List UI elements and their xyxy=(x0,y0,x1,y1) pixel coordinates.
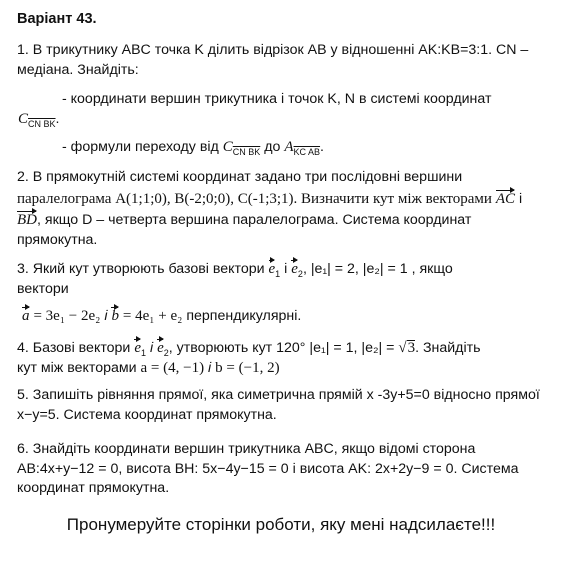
task-4-line-3: . Знайдіть xyxy=(415,340,481,356)
task-4-line-1: 4. Базові вектори xyxy=(17,340,131,356)
task-2-conj: і xyxy=(518,190,523,207)
task-2-line-1: 2. В прямокутній системі координат задано три послідовні вершини xyxy=(17,169,463,185)
task-4-line-4: кут між векторами xyxy=(17,359,137,376)
vector-a-coords: a = (4, −1) xyxy=(140,359,205,376)
vector-a: a xyxy=(22,305,30,323)
basis-e2-t4-sub: 2 xyxy=(163,347,169,358)
basis-e1: e xyxy=(269,258,276,276)
system-c-symbol: C xyxy=(18,110,29,127)
from-system-subscript: CN BK xyxy=(232,146,261,157)
vector-bd: BD xyxy=(17,209,37,227)
basis-e2: e xyxy=(291,258,298,276)
task-3-line-2: вектори xyxy=(17,280,69,297)
vector-b-coords: b = (−1, 2) xyxy=(215,359,280,376)
task-3 xyxy=(17,258,550,299)
bullet-2-text: - формули переходу від xyxy=(62,139,219,155)
task-6: 6. Знайдіть координати вершин трикутника ABC, якщо відомі сторона AB:4x+y−12 = 0, висота BH: 5x−4y−15 = 0 і висота AK: 2x+2y−9 = 0. Система координат прямокутна. xyxy=(17,441,519,496)
bullet-2-mid: до xyxy=(264,139,281,155)
variant-title: Варіант 43. xyxy=(17,11,97,27)
task-4-line-2: , утворюють кут 120° |e₁| = 1, |e₂| = xyxy=(168,340,395,356)
basis-e2-sub: 2 xyxy=(297,268,303,279)
task-4-conj-2: і xyxy=(208,359,212,376)
vector-ac: AC xyxy=(496,188,515,206)
task-3-line-3: перпендикулярні. xyxy=(186,308,302,324)
basis-e1-t4-sub: 1 xyxy=(141,347,147,358)
from-system-symbol: C xyxy=(222,139,233,155)
task-1-bullet-2: - формули переходу від $C_{CN BK}$ до $A_{KC AB}$. xyxy=(62,139,324,157)
task-3-vectors xyxy=(22,305,550,327)
task-1-bullet-1: - координати вершин трикутника і точок K, N в системі координат $C_{CN BK}$. xyxy=(18,91,492,129)
system-c-subscript: CN BK xyxy=(28,118,56,129)
task-2-line-2: паралелограма A(1;1;0), B(-2;0;0), C(-1;3;1). Визначити кут між векторами xyxy=(17,190,492,207)
to-system-subscript: KC AB xyxy=(293,146,321,157)
sqrt-argument: 3 xyxy=(407,340,416,356)
basis-e2-t4: e xyxy=(157,337,164,355)
task-4-conj: і xyxy=(149,340,154,356)
task-3-conj: і xyxy=(284,261,288,277)
task-1-intro: 1. В трикутнику ABC точка K ділить відрізок AB у відношенні AK:KB=3:1. CN – медіана. Знайдіть: xyxy=(17,42,529,78)
task-4 xyxy=(17,337,550,378)
task-3-line-1: 3. Який кут утворюють базові вектори xyxy=(17,261,265,277)
footer-note: Пронумеруйте сторінки роботи, яку мені надсилаєте!!! xyxy=(66,515,496,534)
vector-b-expr: = 4e₁ + e₂ xyxy=(122,308,183,324)
basis-e1-sub: 1 xyxy=(275,268,281,279)
to-system-symbol: A xyxy=(284,139,294,155)
bullet-1-text: - координати вершин трикутника і точок K, N в системі координат xyxy=(62,91,492,107)
task-3-condition: , |e₁| = 2, |e₂| = 1 , якщо xyxy=(302,261,453,277)
vector-b: b xyxy=(111,305,119,323)
sqrt-symbol: √ xyxy=(398,340,407,356)
task-2-line-4: прямокутна. xyxy=(17,231,98,248)
task-5: 5. Запишіть рівняння прямої, яка симетрична прямій x -3y+5=0 відносно прямої x−y=5. Система координат прямокутна. xyxy=(17,387,540,423)
task-2 xyxy=(17,168,550,250)
vector-a-expr: = 3e₁ − 2e₂ xyxy=(33,308,101,324)
basis-e1-t4: e xyxy=(134,337,141,355)
task-2-line-3: , якщо D – четверта вершина паралелограма. Система координат xyxy=(37,212,472,228)
task-3-conj-2: і xyxy=(104,308,108,324)
